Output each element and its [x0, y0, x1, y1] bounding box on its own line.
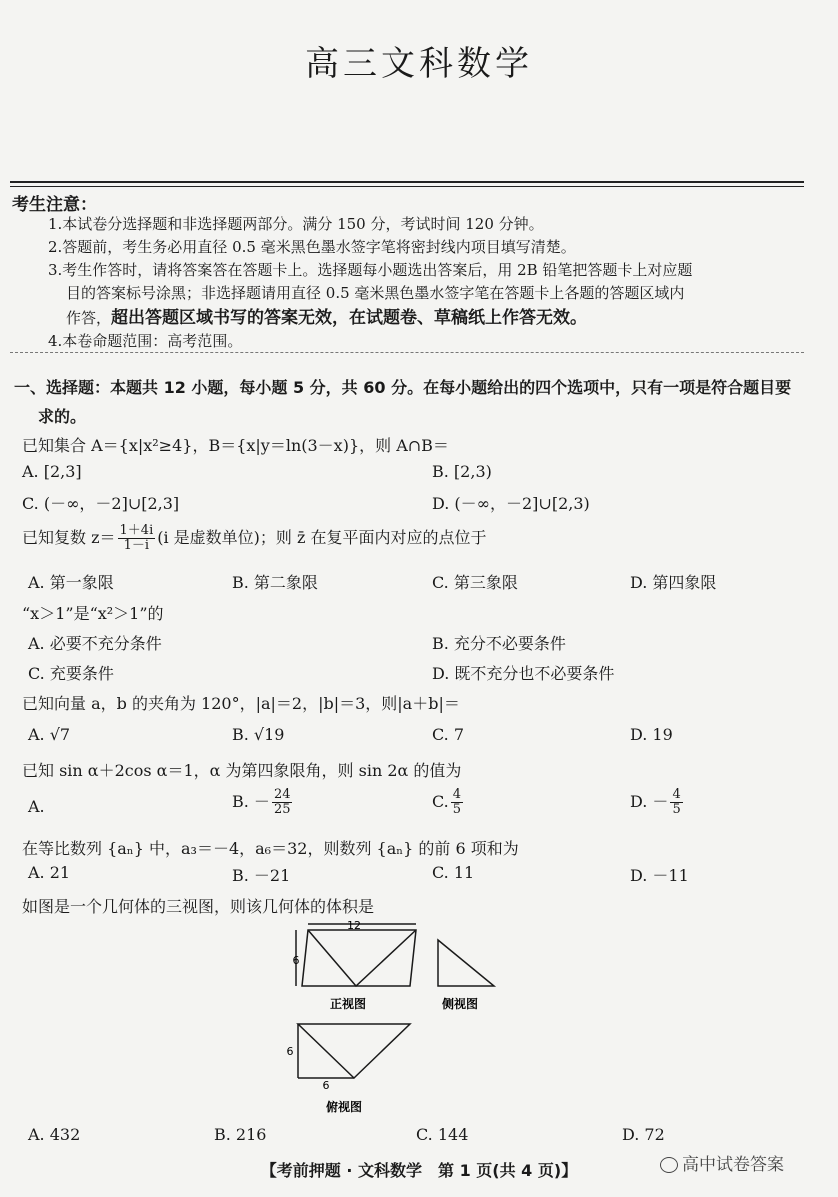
watermark-text: 高中试卷答案 [682, 1155, 784, 1175]
page-footer: 【考前押题 · 文科数学 第 1 页(共 4 页)】 [260, 1161, 578, 1180]
q6-option-b: B. －21 [232, 866, 291, 885]
q7-option-a: A. 432 [28, 1125, 81, 1144]
q1-option-c: C. (－∞，－2]∪[2,3] [22, 494, 180, 513]
q3-option-a: A. 必要不充分条件 [28, 634, 162, 653]
q7-option-b: B. 216 [214, 1125, 267, 1144]
q5-option-d-prefix: D. － [630, 792, 669, 811]
side-view-label: 侧视图 [441, 997, 479, 1011]
q5-option-b-fraction [272, 788, 293, 817]
q4-option-b: B. √19 [232, 725, 285, 744]
q1-option-a: A. [2,3] [22, 462, 82, 481]
q6-option-c: C. 11 [432, 863, 475, 882]
q1-stem: 已知集合 A＝{x|x²≥4}，B＝{x|y＝ln(3－x)}，则 A∩B＝ [22, 436, 449, 455]
q1-option-b: B. [2,3) [432, 462, 492, 481]
notice-item-4: 4.本卷命题范围：高考范围。 [48, 332, 243, 350]
notice-item-3c-lead: 作答， [66, 309, 112, 327]
q2-stem-post: (i 是虚数单位)；则 z̄ 在复平面内对应的点位于 [157, 528, 487, 547]
q2-fraction [118, 524, 156, 553]
q5-option-c-prefix: C. [432, 792, 449, 811]
front-view-outline [302, 930, 416, 986]
notice-item-3c-bold: 超出答题区域书写的答案无效，在试题卷、草稿纸上作答无效。 [111, 308, 588, 328]
q3-option-d: D. 既不充分也不必要条件 [432, 664, 615, 683]
q5-option-c-fraction [451, 788, 463, 817]
q2-option-c: C. 第三象限 [432, 573, 518, 592]
q1-option-d: D. (－∞，－2]∪[2,3) [432, 494, 590, 513]
q7-option-c: C. 144 [416, 1125, 469, 1144]
q6-stem: 在等比数列 {aₙ} 中，a₃＝－4，a₆＝32，则数列 {aₙ} 的前 6 项和为 [22, 839, 519, 858]
page-title: 高三文科数学 [305, 44, 533, 84]
q5-b-num: 24 [273, 787, 291, 802]
q5-option-d [630, 788, 685, 817]
q4-option-d: D. 19 [630, 725, 673, 744]
q5-c-num: 4 [452, 787, 462, 802]
q2-frac-num: 1＋4i [119, 523, 154, 538]
q5-b-den: 25 [273, 802, 291, 817]
three-view-figure [270, 918, 510, 1118]
q4-stem: 已知向量 a，b 的夹角为 120°，|a|＝2，|b|＝3，则|a＋b|＝ [22, 694, 460, 713]
q5-option-b-prefix: B. － [232, 792, 270, 811]
q2-option-b: B. 第二象限 [232, 573, 318, 592]
header-rule-thin [10, 186, 804, 187]
q7-stem: 如图是一个几何体的三视图，则该几何体的体积是 [22, 897, 375, 916]
q2-option-a: A. 第一象限 [28, 573, 114, 592]
q4-option-a: A. √7 [28, 725, 71, 744]
chat-bubble-icon [660, 1157, 678, 1173]
q2-option-d: D. 第四象限 [630, 573, 717, 592]
q6-option-a: A. 21 [28, 863, 71, 882]
q2-stem [22, 524, 487, 553]
front-view-label: 正视图 [329, 997, 367, 1011]
q5-d-num: 4 [672, 787, 681, 802]
q3-option-b: B. 充分不必要条件 [432, 634, 566, 653]
side-view-outline [438, 940, 494, 986]
q2-frac-den: 1－i [123, 538, 150, 553]
section-heading-cont: 求的。 [38, 407, 87, 426]
dim-12-label: 12 [347, 919, 361, 932]
notice-item-2: 2.答题前，考生务必用直径 0.5 毫米黑色墨水签字笔将密封线内项目填写清楚。 [48, 238, 576, 256]
q4-option-c: C. 7 [432, 725, 465, 744]
notice-item-3b: 目的答案标号涂黑；非选择题请用直径 0.5 毫米黑色墨水签字笔在答题卡上各题的答题区域内 [66, 284, 685, 302]
front-view-inner-lines [308, 930, 416, 986]
notice-divider [10, 352, 804, 353]
dim-6-front-label: 6 [292, 954, 300, 967]
notice-item-1: 1.本试卷分选择题和非选择题两部分。满分 150 分，考试时间 120 分钟。 [48, 215, 544, 233]
q5-option-d-fraction [670, 788, 682, 817]
q5-c-den: 5 [452, 802, 462, 817]
notice-item-3c [66, 303, 587, 328]
header-rule-thick [10, 181, 804, 183]
q7-option-d: D. 72 [622, 1125, 665, 1144]
q5-option-c [432, 788, 465, 817]
section-heading: 一、选择题：本题共 12 小题，每小题 5 分，共 60 分。在每小题给出的四个选项中，只有一项是符合题目要 [14, 378, 792, 397]
watermark [660, 1150, 784, 1175]
q3-stem: “x＞1”是“x²＞1”的 [22, 604, 164, 623]
q2-stem-pre: 已知复数 z＝ [22, 528, 116, 547]
q3-option-c: C. 充要条件 [28, 664, 114, 683]
notice-item-3: 3.考生作答时，请将答案答在答题卡上。选择题每小题选出答案后，用 2B 铅笔把答题卡上对应题 [48, 261, 693, 279]
dim-6-top-horizontal-label: 6 [322, 1079, 330, 1092]
top-view-label: 俯视图 [325, 1100, 363, 1114]
top-view-outline [298, 1024, 410, 1078]
notice-heading: 考生注意： [12, 195, 97, 215]
q5-stem: 已知 sin α＋2cos α＝1，α 为第四象限角，则 sin 2α 的值为 [22, 761, 462, 780]
dim-6-top-vertical-label: 6 [286, 1045, 294, 1058]
q5-d-den: 5 [672, 802, 681, 817]
q5-option-b [232, 788, 294, 817]
q6-option-d: D. －11 [630, 866, 689, 885]
q5-option-a: A. [28, 797, 45, 816]
